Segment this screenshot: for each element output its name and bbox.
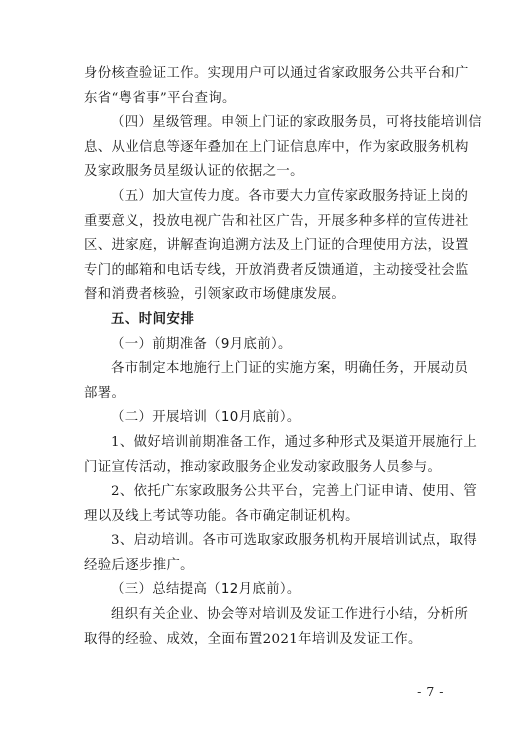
text-line: 各市制定本地施行上门证的实施方案，明确任务，开展动员 [111, 361, 469, 377]
paragraph [84, 111, 482, 185]
text-line: 3、启动培训。各市可选取家政服务机构开展培训试点，取得 [111, 533, 478, 549]
paragraph [84, 357, 469, 406]
text-line: 息、从业信息等逐年叠加在上门证信息库中，作为家政服务机构 [84, 139, 469, 155]
paragraph [84, 185, 469, 308]
paragraph [84, 529, 478, 578]
page-number: - 7 - [417, 684, 444, 699]
text-line: 身份核查验证工作。实现用户可以通过省家政服务公共平台和广 [84, 66, 469, 81]
text-line: 组织有关企业、协会等对培训及发证工作进行小结，分析所 [111, 607, 469, 623]
text-line: 2、依托广东家政服务公共平台，完善上门证申请、使用、管 [111, 484, 478, 500]
paragraph [84, 480, 478, 529]
subsection-heading [84, 333, 444, 358]
text-line: 及家政服务员星级认证的依据之一。 [84, 164, 304, 180]
text-line: 东省“粤省事”平台查询。 [84, 90, 236, 106]
text-line: 五、时间安排 [111, 311, 195, 327]
paragraph [84, 62, 469, 111]
text-line: 督和消费者核验，引领家政市场健康发展。 [84, 287, 346, 303]
document-body [84, 62, 482, 652]
text-line: 专门的邮箱和电话专线，开放消费者反馈通道，主动接受社会监 [84, 262, 469, 278]
text-line: 取得的经验、成效，全面布置2021年培训及发证工作。 [84, 631, 422, 647]
text-line: 部署。 [84, 385, 126, 401]
subsection-heading [84, 578, 444, 603]
text-line: （一）前期准备（9月底前）。 [111, 336, 292, 352]
section-heading [84, 308, 444, 333]
text-line: 门证宣传活动，推动家政服务企业发动家政服务人员参与。 [84, 459, 442, 475]
text-line: 1、做好培训前期准备工作，通过多种形式及渠道开展施行上 [111, 434, 478, 450]
subsection-heading [84, 406, 444, 431]
text-line: 经验后逐步推广。 [84, 557, 194, 573]
text-line: 重要意义，投放电视广告和社区广告，开展多种多样的宣传进社 [84, 213, 469, 229]
text-line: 区、进家庭，讲解查询追溯方法及上门证的合理使用方法，设置 [84, 238, 469, 254]
paragraph [84, 603, 469, 652]
text-line: （二）开展培训（10月底前）。 [111, 410, 301, 426]
text-line: （三）总结提高（12月底前）。 [111, 582, 301, 598]
paragraph [84, 431, 478, 480]
text-line: （四）星级管理。申领上门证的家政服务员，可将技能培训信 [111, 115, 482, 131]
text-line: （五）加大宣传力度。各市要大力宣传家政服务持证上岗的 [111, 188, 469, 204]
text-line: 理以及线上考试等功能。各市确定制证机构。 [84, 508, 359, 524]
